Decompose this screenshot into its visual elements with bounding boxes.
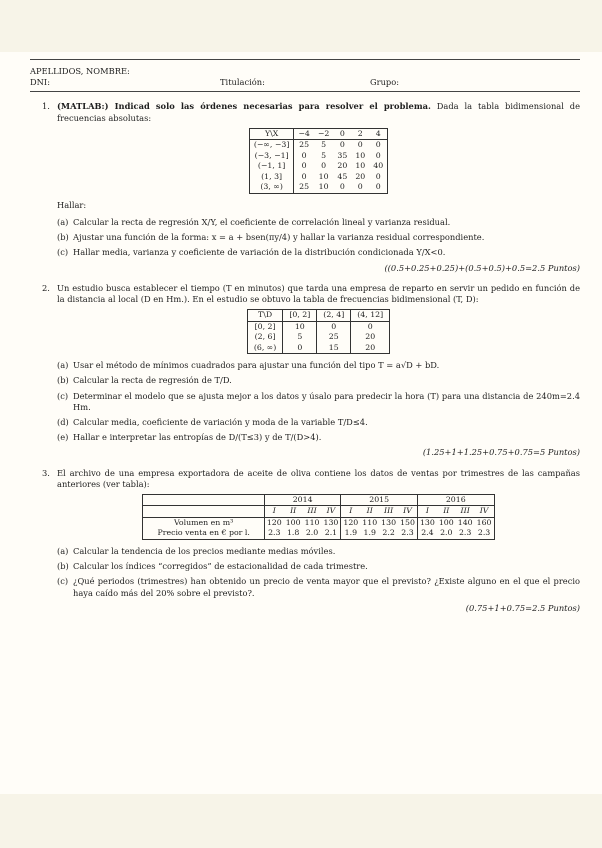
table-cell: 0 xyxy=(375,182,381,192)
table-cell: 20 xyxy=(355,171,366,181)
sub-question-label: (b) xyxy=(57,232,69,243)
sub-question xyxy=(57,417,580,428)
points-q2: (1.25+1+1.25+0.75+0.75=5 Puntos) xyxy=(422,447,580,458)
sub-question-text: ¿Qué periodos (trimestres) han obtenido un precio de venta mayor que el previsto? ¿Existe alguno en el que el precio haya caído más del 20% sobre el previsto?. xyxy=(73,576,580,598)
table-cell: 120 xyxy=(341,517,360,528)
name-label: APELLIDOS, NOMBRE: xyxy=(30,66,130,76)
table-cell: 130 xyxy=(323,517,339,527)
sub-question xyxy=(57,391,580,413)
table-cell: 0 xyxy=(339,140,345,150)
table-cell: 0 xyxy=(357,182,363,192)
row-header: (1, 3] xyxy=(249,172,294,183)
sub-question-label: (c) xyxy=(57,247,69,258)
table-cell: 35 xyxy=(337,150,348,160)
sub-question-text: Ajustar una función de la forma: x = a + bsen(πy/4) y hallar la varianza residual correspondiente. xyxy=(73,232,485,243)
table-cell: 0 xyxy=(283,343,317,354)
column-header: 2 xyxy=(351,128,369,140)
table-row xyxy=(247,343,389,354)
column-header: (4, 12] xyxy=(351,310,390,322)
table-cell: 5 xyxy=(283,332,317,343)
table-corner: Y\X xyxy=(249,128,294,140)
question-2-items xyxy=(57,360,580,443)
table-cell: 15 xyxy=(317,343,351,354)
row-header: [0, 2] xyxy=(247,321,283,332)
sub-question-label: (c) xyxy=(57,576,69,587)
sub-question xyxy=(57,432,580,443)
sub-question xyxy=(57,576,580,598)
question-1 xyxy=(30,101,580,273)
table-cell: 100 xyxy=(285,517,301,527)
points-q3: (0.75+1+0.75=2.5 Puntos) xyxy=(465,602,580,613)
table-cell: 130 xyxy=(417,517,436,528)
question-intro xyxy=(57,101,580,123)
quarter-header: II xyxy=(437,506,456,518)
exam-page xyxy=(0,52,602,794)
table-cell: 0 xyxy=(339,182,345,192)
table-cell: 110 xyxy=(304,517,320,527)
table-cell: 160 xyxy=(476,517,492,527)
column-header: [0, 2] xyxy=(283,310,317,322)
dni-label: DNI: xyxy=(30,77,50,88)
matlab-instruction: (MATLAB:) Indicad solo las órdenes necesarias para resolver el problema. xyxy=(57,101,431,112)
table-corner xyxy=(143,494,264,506)
row-header: (3, ∞) xyxy=(249,182,294,193)
sales-table-q3 xyxy=(142,494,494,540)
table-cell: 2.4 xyxy=(417,528,436,539)
points-q1: ((0.5+0.25+0.25)+(0.5+0.5)+0.5=2.5 Puntos) xyxy=(384,262,580,273)
table-cell: 5 xyxy=(321,150,327,160)
question-number: 3. xyxy=(42,467,50,478)
sub-question xyxy=(57,217,580,228)
table-cell: 0 xyxy=(375,150,381,160)
table-cell: 0 xyxy=(317,321,351,332)
table-row xyxy=(249,182,387,193)
sub-question xyxy=(57,375,580,386)
table-row xyxy=(249,151,387,162)
quarter-header: I xyxy=(417,506,436,518)
column-header: 0 xyxy=(333,128,351,140)
table-cell: 120 xyxy=(264,517,283,528)
question-2 xyxy=(30,283,580,459)
table-cell: 2.0 xyxy=(440,528,453,538)
row-header: (−3, −1] xyxy=(249,151,294,162)
sub-question-label: (b) xyxy=(57,375,69,386)
column-header: −4 xyxy=(294,128,314,140)
table-cell: 2.0 xyxy=(305,528,319,538)
row-header: (−∞, −3] xyxy=(249,140,294,151)
table-cell: 0 xyxy=(301,150,307,160)
table-cell: 0 xyxy=(351,321,390,332)
table-cell: 2.3 xyxy=(477,528,491,538)
table-cell: 0 xyxy=(357,140,363,150)
table-row xyxy=(143,517,494,528)
sub-question-label: (d) xyxy=(57,416,69,427)
sub-question xyxy=(57,232,580,243)
quarter-header: IV xyxy=(475,506,494,518)
table-cell: 0 xyxy=(321,161,327,171)
table-cell: 100 xyxy=(438,517,454,527)
year-header: 2014 xyxy=(264,494,341,506)
intro-text: Dada la tabla bidimensional de frecuencias absolutas: xyxy=(57,101,580,123)
question-3 xyxy=(30,468,580,614)
table-row xyxy=(247,332,389,343)
frequency-table-q2 xyxy=(247,309,390,354)
table-cell: 1.9 xyxy=(341,528,360,539)
table-row xyxy=(249,161,387,172)
table-cell: 20 xyxy=(351,343,390,354)
table-cell: 25 xyxy=(299,182,310,192)
sub-question-text: Calcular la recta de regresión de T/D. xyxy=(73,375,232,386)
question-intro: El archivo de una empresa exportadora de aceite de oliva contiene los datos de ventas por trimestres de las campañas anteriores (ver tabla): xyxy=(57,467,580,489)
sub-question xyxy=(57,546,580,557)
table-cell: 0 xyxy=(375,171,381,181)
titulacion-label: Titulación: xyxy=(220,77,265,88)
sub-question-label: (a) xyxy=(57,217,69,228)
student-header xyxy=(30,59,580,92)
table-cell: 45 xyxy=(337,171,348,181)
table-cell: 0 xyxy=(301,161,307,171)
sub-question-label: (c) xyxy=(57,390,69,401)
sub-question xyxy=(57,247,580,258)
frequency-table-q1 xyxy=(249,128,388,194)
row-header: Volumen en m³ xyxy=(174,517,234,527)
table-cell: 25 xyxy=(317,332,351,343)
table-cell: 10 xyxy=(355,161,366,171)
header-divider xyxy=(30,91,580,92)
table-cell: 10 xyxy=(318,182,329,192)
table-cell: 0 xyxy=(301,171,307,181)
table-row xyxy=(249,140,387,151)
sub-question-text: Usar el método de mínimos cuadrados para ajustar una función del tipo T = a√D + bD. xyxy=(73,360,440,371)
year-header: 2015 xyxy=(341,494,418,506)
table-cell: 2.2 xyxy=(382,528,395,538)
sub-question-text: Calcular media, coeficiente de variación y moda de la variable T/D≤4. xyxy=(73,416,368,427)
column-header: −2 xyxy=(314,128,334,140)
header-row xyxy=(30,77,580,88)
sub-question-label: (b) xyxy=(57,561,69,572)
quarter-header: II xyxy=(360,506,379,518)
quarter-header: III xyxy=(456,506,475,518)
column-header: (2, 4] xyxy=(317,310,351,322)
row-header: Precio venta en € por l. xyxy=(157,528,250,538)
table-corner xyxy=(143,506,264,518)
row-header: (2, 6] xyxy=(247,332,283,343)
table-cell: 20 xyxy=(337,161,348,171)
sub-question xyxy=(57,561,580,572)
exam-content xyxy=(30,52,580,614)
row-header: (−1, 1] xyxy=(249,161,294,172)
table-cell: 150 xyxy=(400,517,415,527)
sub-question-text: Hallar media, varianza y coeficiente de variación de la distribución condicionada Y/X<0. xyxy=(73,247,446,258)
year-header: 2016 xyxy=(417,494,494,506)
table-cell: 2.3 xyxy=(401,528,414,538)
table-cell: 0 xyxy=(375,140,381,150)
table-corner: T\D xyxy=(247,310,283,322)
question-1-items xyxy=(57,217,580,259)
sub-question-label: (e) xyxy=(57,432,69,443)
quarter-header: I xyxy=(341,506,360,518)
sub-question xyxy=(57,360,580,371)
table-cell: 130 xyxy=(381,517,397,527)
sub-question-label: (a) xyxy=(57,360,69,371)
table-cell: 2.3 xyxy=(264,528,283,539)
quarter-header: I xyxy=(264,506,283,518)
table-cell: 10 xyxy=(283,321,317,332)
sub-question-text: Hallar e interpretar las entropías de D/(T≤3) y de T/(D>4). xyxy=(73,432,322,443)
table-row xyxy=(143,528,494,539)
quarter-header: III xyxy=(303,506,322,518)
quarter-header: IV xyxy=(398,506,417,518)
question-3-items xyxy=(57,546,580,599)
sub-question-text: Calcular la tendencia de los precios mediante medias móviles. xyxy=(73,545,336,556)
quarter-header: III xyxy=(379,506,398,518)
question-number: 2. xyxy=(42,282,50,293)
table-row xyxy=(247,321,389,332)
quarter-header: IV xyxy=(322,506,341,518)
quarter-header: II xyxy=(284,506,303,518)
question-number: 1. xyxy=(42,101,50,112)
sub-question-text: Calcular los índices “corregidos” de estacionalidad de cada trimestre. xyxy=(73,561,368,572)
table-cell: 1.8 xyxy=(286,528,300,538)
table-cell: 5 xyxy=(321,140,327,150)
question-intro: Un estudio busca establecer el tiempo (T en minutos) que tarda una empresa de reparto en servir un pedido en función de la distancia al local (D en Hm.). En el estudio se obtuvo la tabla de frecuencias bidimensional (T, D): xyxy=(57,282,580,304)
table-row xyxy=(249,172,387,183)
table-cell: 10 xyxy=(355,150,366,160)
table-cell: 25 xyxy=(299,140,310,150)
sub-question-text: Determinar el modelo que se ajusta mejor a los datos y úsalo para predecir la hora (T) para una distancia de 240m=2.4 Hm. xyxy=(73,390,580,412)
table-cell: 1.9 xyxy=(363,528,376,538)
table-cell: 140 xyxy=(457,517,473,527)
table-cell: 20 xyxy=(351,332,390,343)
hallar-label: Hallar: xyxy=(57,199,87,210)
table-cell: 2.3 xyxy=(458,528,472,538)
table-cell: 40 xyxy=(373,161,384,171)
sub-question-text: Calcular la recta de regresión X/Y, el coeficiente de correlación lineal y varianza residual. xyxy=(73,217,451,228)
table-cell: 110 xyxy=(362,517,378,527)
table-cell: 2.1 xyxy=(324,528,338,538)
sub-question-label: (a) xyxy=(57,545,69,556)
grupo-label: Grupo: xyxy=(370,77,400,88)
row-header: (6, ∞) xyxy=(247,343,283,354)
table-cell: 10 xyxy=(318,171,329,181)
column-header: 4 xyxy=(369,128,387,140)
